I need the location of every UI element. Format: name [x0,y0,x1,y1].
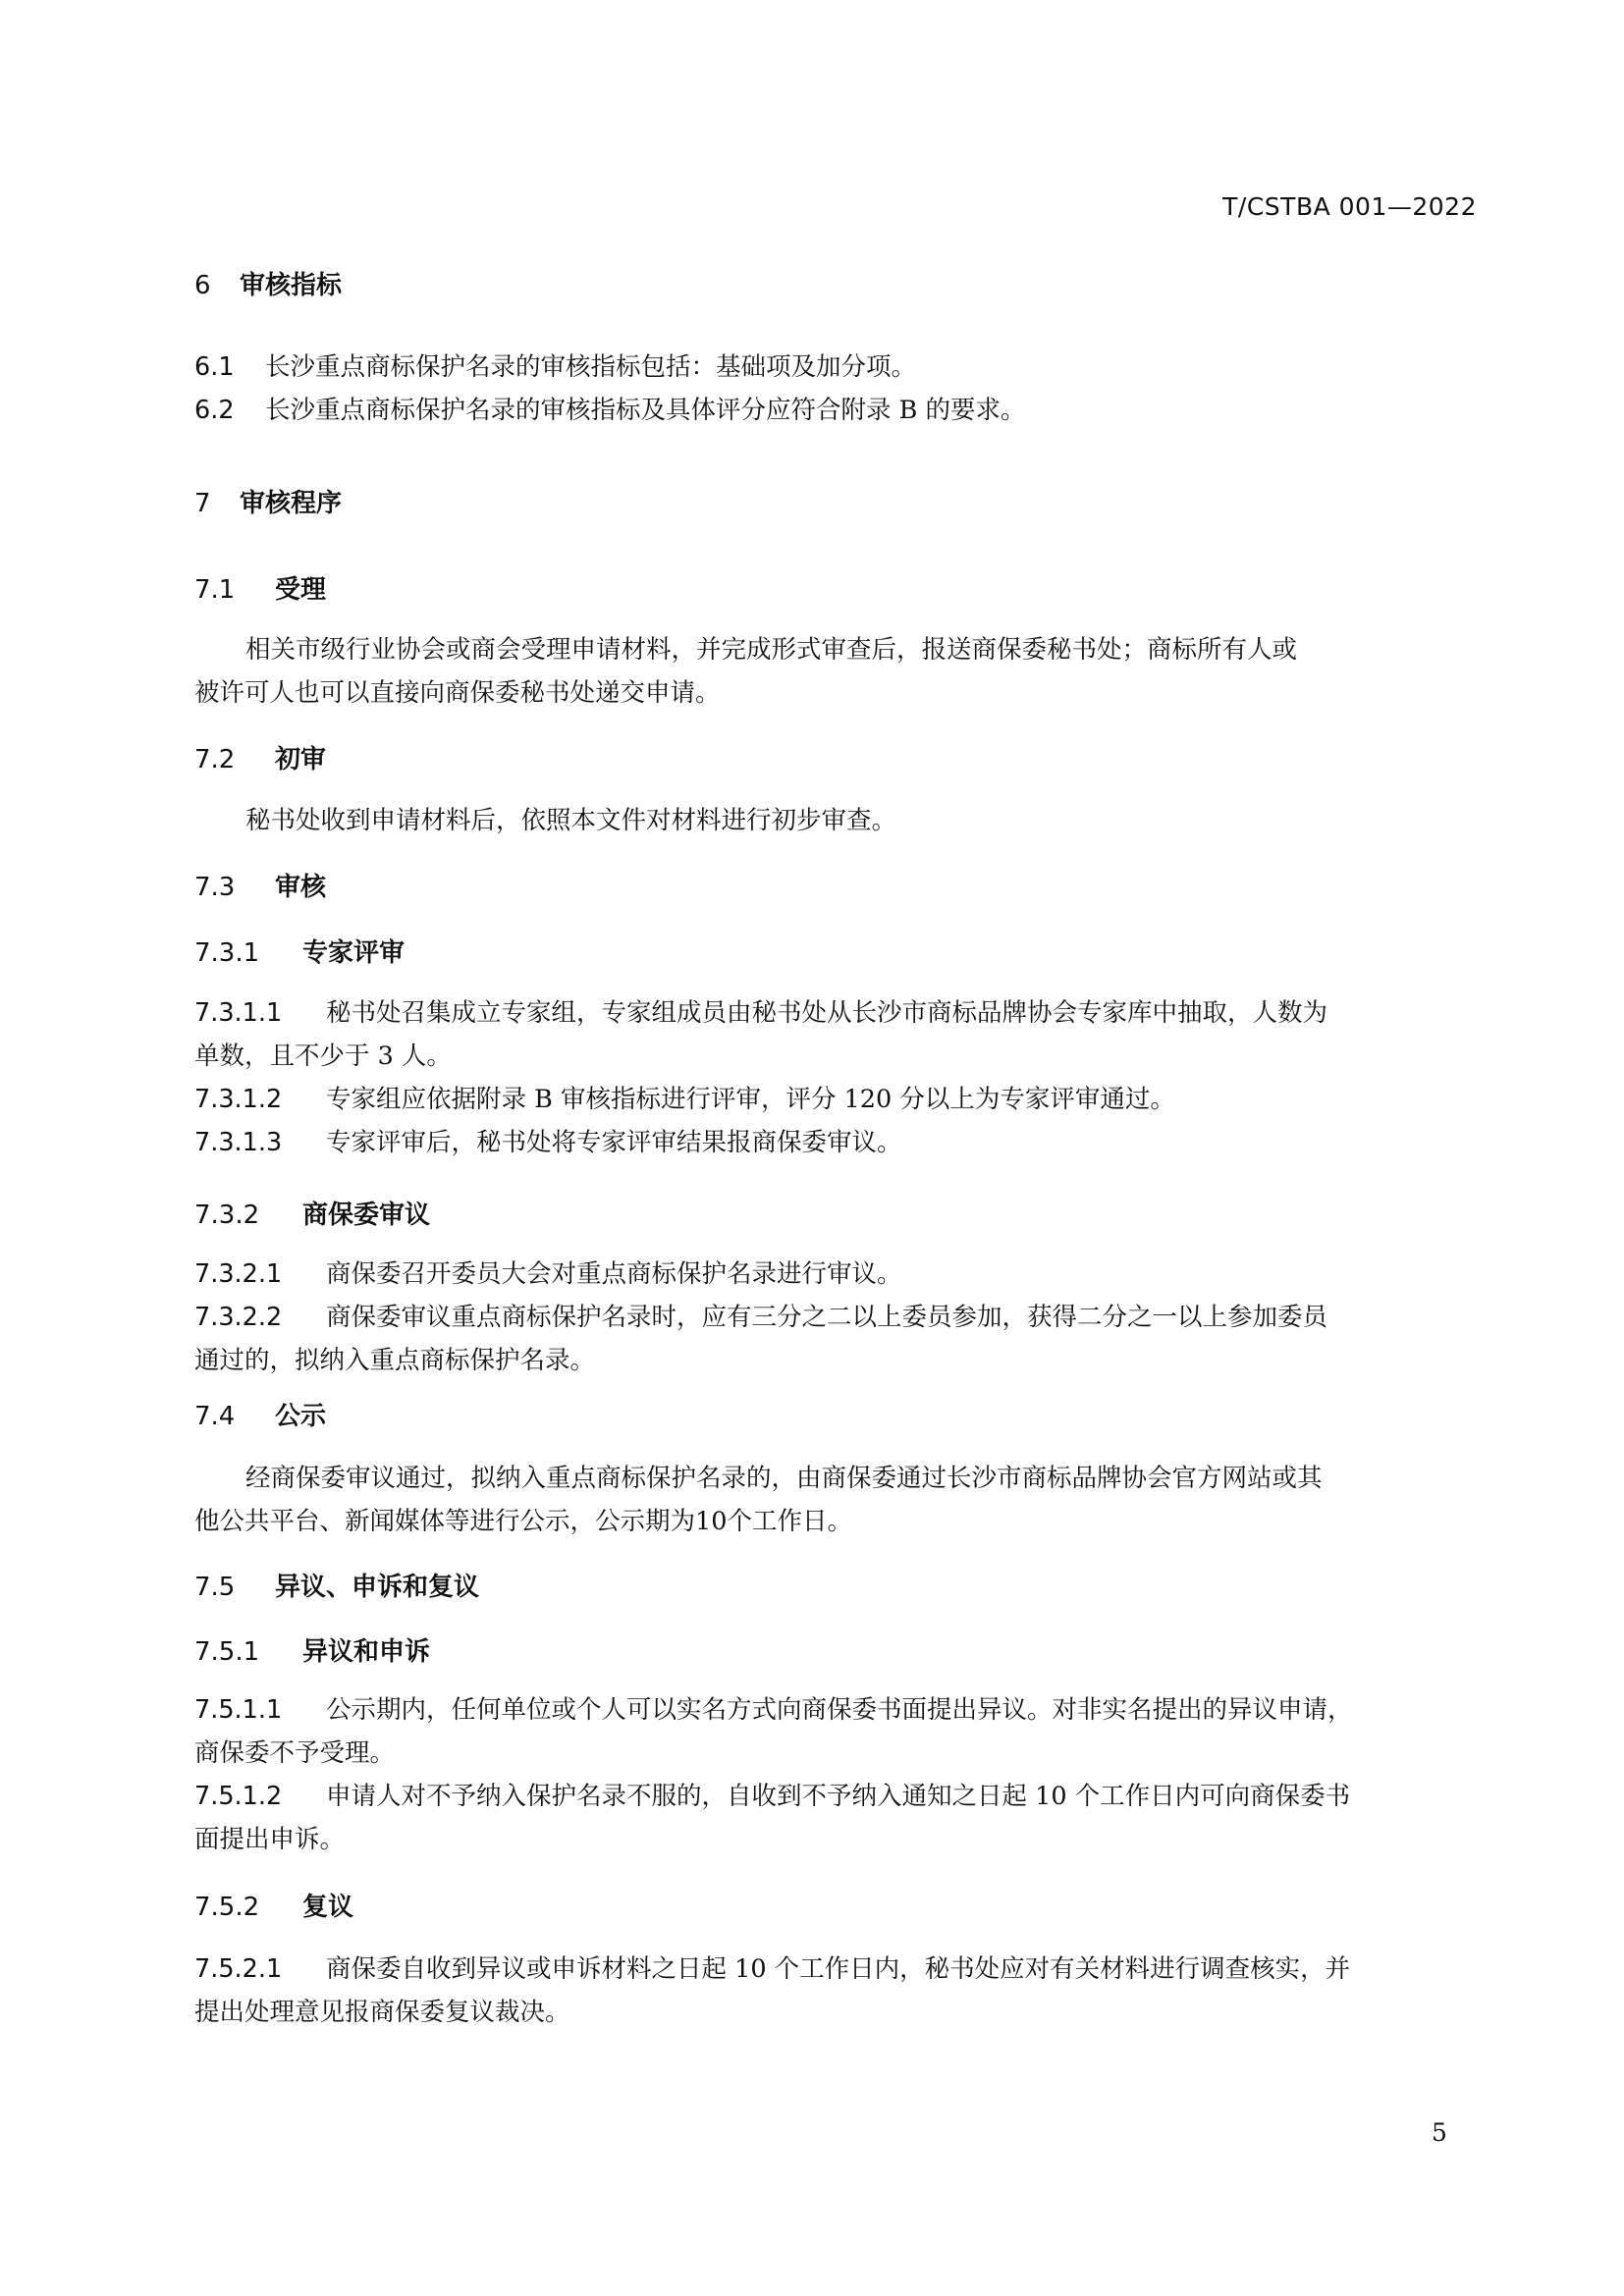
clause-paragraph [194,1296,1327,1382]
clause-number: 6.2 [194,396,235,425]
section-title: 审核程序 [240,489,343,518]
subsection-heading [194,1396,326,1432]
clause-text: 申请人对不予纳入保护名录不服的，自收到不予纳入通知之日起 10 个工作日内可向商保委书 [326,1782,1351,1811]
subsection-title: 异议和申诉 [302,1637,431,1667]
clause-text: 秘书处召集成立专家组，专家组成员由秘书处从长沙市商标品牌协会专家库中抽取，人数为 [326,998,1328,1028]
subsection-number: 7.5.2 [194,1893,260,1922]
subsection-title: 商保委审议 [302,1201,431,1230]
subsection-heading [194,933,405,969]
document-code: T/CSTBA 001—2022 [1222,192,1477,221]
clause-text: 专家评审后，秘书处将专家评审结果报商保委审议。 [326,1128,902,1157]
clause-number: 7.3.1.2 [194,1085,283,1114]
subsection-title: 初审 [275,745,327,774]
clause-paragraph [194,346,916,389]
page-number: 5 [1432,2118,1447,2147]
subsection-number: 7.2 [194,745,236,774]
clause-paragraph [194,1078,1175,1121]
clause-number: 7.3.2.2 [194,1303,283,1332]
subsection-heading [194,1567,479,1603]
section-number: 6 [194,271,211,300]
clause-number: 6.1 [194,352,235,382]
clause-text: 商保委审议重点商标保护名录时，应有三分之二以上委员参加，获得二分之一以上参加委员 [326,1303,1328,1332]
clause-number: 7.3.1.3 [194,1128,283,1157]
clause-text: 提出处理意见报商保委复议裁决。 [194,1998,570,2027]
clause-number: 7.3.2.1 [194,1259,283,1289]
body-paragraph [194,1457,1323,1543]
section-number: 7 [194,489,211,518]
subsection-number: 7.3.1 [194,938,260,968]
subsection-heading [194,739,326,775]
subsection-title: 公示 [275,1402,327,1431]
subsection-number: 7.5.1 [194,1637,260,1667]
section-heading [194,265,342,301]
clause-text: 通过的，拟纳入重点商标保护名录。 [194,1346,596,1375]
clause-number: 7.5.1.1 [194,1695,283,1725]
subsection-title: 异议、申诉和复议 [275,1573,480,1602]
subsection-number: 7.3 [194,873,236,902]
clause-text: 商保委不予受理。 [194,1738,396,1768]
subsection-heading [194,1195,430,1231]
clause-text: 商保委召开委员大会对重点商标保护名录进行审议。 [326,1259,902,1289]
subsection-heading [194,867,326,903]
clause-text: 公示期内，任何单位或个人可以实名方式向商保委书面提出异议。对非实名提出的异议申请， [326,1695,1353,1725]
clause-number: 7.5.2.1 [194,1954,283,1984]
clause-number: 7.3.1.1 [194,998,283,1028]
clause-text: 长沙重点商标保护名录的审核指标包括：基础项及加分项。 [265,352,917,382]
subsection-title: 专家评审 [302,938,406,968]
clause-text: 单数，且不少于 3 人。 [194,1041,452,1071]
paragraph-line: 相关市级行业协会或商会受理申请材料，并完成形式审查后，报送商保委秘书处；商标所有人或 [245,635,1298,665]
clause-text: 专家组应依据附录 B 审核指标进行评审，评分 120 分以上为专家评审通过。 [326,1085,1175,1114]
clause-text: 长沙重点商标保护名录的审核指标及具体评分应符合附录 B 的要求。 [265,396,1026,425]
paragraph-line: 秘书处收到申请材料后，依照本文件对材料进行初步审查。 [245,806,897,835]
subsection-heading [194,1631,430,1668]
paragraph-line: 他公共平台、新闻媒体等进行公示，公示期为10个工作日。 [194,1507,852,1536]
paragraph-line: 经商保委审议通过，拟纳入重点商标保护名录的，由商保委通过长沙市商标品牌协会官方网站或其 [245,1464,1323,1493]
clause-text: 面提出申诉。 [194,1825,346,1854]
clause-paragraph [194,991,1327,1078]
subsection-title: 审核 [275,873,327,902]
subsection-title: 复议 [302,1893,354,1922]
clause-paragraph [194,1948,1350,2034]
subsection-title: 受理 [275,575,327,605]
clause-paragraph [194,1688,1353,1775]
section-title: 审核指标 [240,271,343,300]
clause-number: 7.5.1.2 [194,1782,283,1811]
clause-paragraph [194,1253,902,1296]
paragraph-line: 被许可人也可以直接向商保委秘书处递交申请。 [194,678,721,708]
clause-paragraph [194,1775,1350,1861]
clause-text: 商保委自收到异议或申诉材料之日起 10 个工作日内，秘书处应对有关材料进行调查核实，并 [326,1954,1351,1984]
body-paragraph [194,799,896,842]
clause-paragraph [194,1121,902,1164]
body-paragraph [194,628,1297,715]
clause-paragraph [194,389,1025,432]
subsection-number: 7.3.2 [194,1201,260,1230]
subsection-number: 7.1 [194,575,236,605]
subsection-number: 7.4 [194,1402,236,1431]
subsection-heading [194,569,326,606]
section-heading [194,483,342,519]
subsection-heading [194,1887,353,1923]
subsection-number: 7.5 [194,1573,236,1602]
